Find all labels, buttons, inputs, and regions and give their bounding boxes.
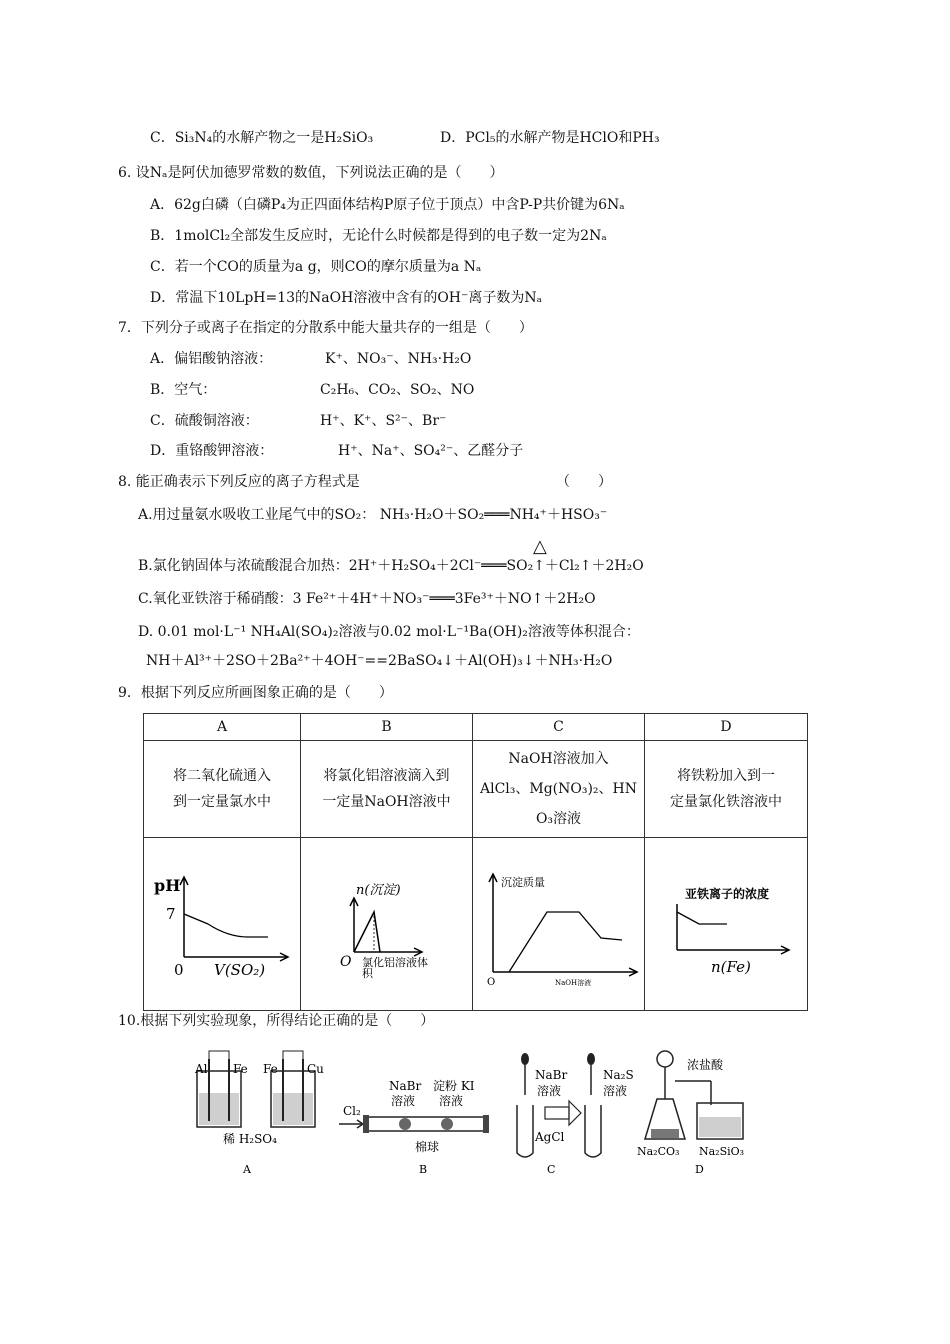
q7-option-a-species: K⁺、NO₃⁻、NH₃·H₂O	[325, 351, 472, 367]
desc-c: NaOH溶液加入 AlCl₃、Mg(NO₃)₂、HN O₃溶液	[473, 741, 645, 838]
q8-option-a: A.用过量氨水吸收工业尾气中的SO₂： NH₃·H₂O＋SO₂═══NH₄⁺＋HSO₃⁻	[138, 507, 608, 523]
q5-option-c: C．Si₃N₄的水解产物之一是H₂SiO₃	[150, 130, 374, 146]
col-header-c: C	[473, 714, 645, 741]
graph-c-origin: O	[487, 976, 496, 987]
svg-text:B: B	[419, 1163, 428, 1176]
svg-text:Na₂S: Na₂S	[603, 1068, 634, 1082]
q7-option-d-species: H⁺、Na⁺、SO₄²⁻、乙醛分子	[338, 443, 524, 459]
svg-text:Na₂SiO₃: Na₂SiO₃	[699, 1145, 745, 1158]
graph-c-xlabel: NaOH溶液	[555, 978, 592, 987]
apparatus-a	[194, 1051, 324, 1176]
col-header-b: B	[301, 714, 473, 741]
q7-option-d-label: D．重铬酸钾溶液：	[150, 443, 274, 459]
graph-b-xlabel-1: 氯化铝溶液体	[361, 956, 428, 969]
svg-text:D: D	[695, 1163, 704, 1176]
q6-stem: 6. 设Nₐ是阿伏加德罗常数的数值，下列说法正确的是（ ）	[118, 165, 504, 181]
q9-stem: 9．根据下列反应所画图象正确的是（ ）	[118, 685, 393, 701]
svg-text:NaBr: NaBr	[389, 1079, 422, 1093]
graph-a-ylabel: pH	[154, 876, 181, 895]
q6-option-b: B．1molCl₂全部发生反应时，无论什么时候都是得到的电子数一定为2Nₐ	[150, 228, 607, 244]
svg-text:溶液: 溶液	[603, 1084, 628, 1098]
q8-stem: 8. 能正确表示下列反应的离子方程式是	[118, 474, 360, 490]
svg-text:Na₂CO₃: Na₂CO₃	[637, 1145, 680, 1158]
graph-c	[473, 838, 645, 1011]
q8-answer-paren: （ ）	[556, 474, 612, 490]
graph-b	[301, 838, 473, 1011]
graph-a-origin: 0	[174, 961, 184, 979]
svg-text:NaBr: NaBr	[535, 1068, 568, 1082]
svg-text:Fe: Fe	[233, 1062, 248, 1076]
apparatus-b	[339, 1078, 489, 1176]
svg-text:Fe: Fe	[263, 1062, 278, 1076]
graph-a-ytick: 7	[166, 905, 176, 923]
graph-a	[144, 838, 301, 1011]
q6-option-c: C．若一个CO的质量为a g，则CO的摩尔质量为a Nₐ	[150, 259, 482, 275]
svg-text:C: C	[547, 1163, 556, 1176]
q7-option-b-label: B．空气：	[150, 382, 217, 398]
svg-text:AgCl: AgCl	[535, 1130, 565, 1144]
q8-option-d: D. 0.01 mol·L⁻¹ NH₄Al(SO₄)₂溶液与0.02 mol·L⁻¹Ba(OH)₂溶液等体积混合：	[138, 624, 640, 640]
svg-text:Cl₂: Cl₂	[343, 1104, 361, 1118]
svg-text:A: A	[243, 1163, 251, 1176]
desc-d: 将铁粉加入到一 定量氯化铁溶液中	[645, 741, 808, 838]
svg-text:溶液: 溶液	[439, 1094, 464, 1108]
svg-text:棉球: 棉球	[415, 1140, 440, 1154]
q8-option-c: C.氧化亚铁溶于稀硝酸：3 Fe²⁺＋4H⁺＋NO₃⁻═══3Fe³⁺＋NO↑＋2H₂O	[138, 591, 596, 607]
heat-symbol: △	[533, 536, 547, 557]
col-header-d: D	[645, 714, 808, 741]
desc-b: 将氯化铝溶液滴入到 一定量NaOH溶液中	[301, 741, 473, 838]
q10-apparatus	[183, 1045, 763, 1180]
q10-stem: 10.根据下列实验现象，所得结论正确的是（ ）	[118, 1013, 435, 1029]
graph-d-ylabel: 亚铁离子的浓度	[685, 887, 770, 901]
q7-option-c-label: C．硫酸铜溶液：	[150, 413, 259, 429]
graph-b-origin: O	[339, 954, 351, 970]
q7-stem: 7．下列分子或离子在指定的分散系中能大量共存的一组是（ ）	[118, 320, 533, 336]
svg-text:浓盐酸: 浓盐酸	[687, 1058, 724, 1072]
q6-option-d: D．常温下10LpH=13的NaOH溶液中含有的OH⁻离子数为Nₐ	[150, 290, 543, 306]
q7-option-c-species: H⁺、K⁺、S²⁻、Br⁻	[320, 413, 447, 429]
col-header-a: A	[144, 714, 301, 741]
q7-option-a-label: A．偏铝酸钠溶液：	[150, 351, 273, 367]
desc-a: 将二氧化硫通入 到一定量氯水中	[144, 741, 301, 838]
graph-d-xlabel: n(Fe)	[711, 958, 751, 976]
q9-table	[143, 713, 808, 1011]
graph-d	[645, 838, 808, 1011]
graph-b-ylabel: n(沉淀)	[355, 883, 401, 898]
svg-text:溶液: 溶液	[391, 1094, 416, 1108]
svg-text:溶液: 溶液	[537, 1084, 562, 1098]
graph-c-ylabel: 沉淀质量	[501, 875, 545, 889]
q5-option-d: D．PCl₅的水解产物是HClO和PH₃	[440, 130, 660, 146]
apparatus-d	[637, 1051, 744, 1176]
apparatus-c	[517, 1053, 634, 1176]
svg-text:淀粉 KI: 淀粉 KI	[433, 1079, 475, 1093]
svg-text:稀 H₂SO₄: 稀 H₂SO₄	[223, 1132, 277, 1146]
q8-option-d-equation: NH＋Al³⁺＋2SO＋2Ba²⁺＋4OH⁻==2BaSO₄↓＋Al(OH)₃↓＋NH₃·H₂O	[146, 653, 613, 669]
svg-text:Cu: Cu	[307, 1062, 324, 1076]
q6-option-a: A．62g白磷（白磷P₄为正四面体结构P原子位于顶点）中含P-P共价键为6Nₐ	[150, 197, 625, 213]
q8-option-b: B.氯化钠固体与浓硫酸混合加热：2H⁺＋H₂SO₄＋2Cl⁻═══SO₂↑＋Cl₂↑＋2H₂O	[138, 558, 644, 574]
svg-text:Al: Al	[195, 1062, 208, 1076]
graph-b-xlabel-2: 积	[361, 967, 373, 980]
graph-a-xlabel: V(SO₂)	[214, 961, 266, 979]
q7-option-b-species: C₂H₆、CO₂、SO₂、NO	[320, 382, 475, 398]
